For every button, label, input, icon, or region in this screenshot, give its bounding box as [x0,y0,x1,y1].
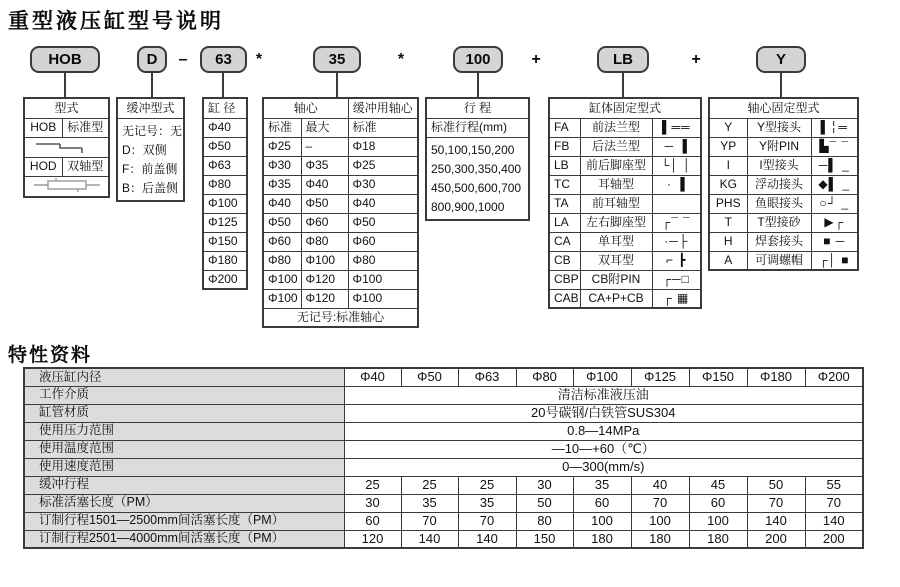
mount-name: 后法兰型 [580,137,652,156]
spec-cell: 120 [344,530,401,548]
shaft-table-footer: 无记号:标准轴心 [263,308,418,327]
shaft-cushion: Φ50 [348,213,418,232]
spec-cell: 140 [747,512,805,530]
bore-value: Φ100 [203,194,247,213]
model-box-rod: 35 [313,46,361,73]
rod-mount-name: 鱼眼接头 [747,194,811,213]
shaft-table-header: 轴心 [263,98,348,118]
spec-bore-header: Φ100 [573,368,631,386]
shaft-cushion: Φ30 [348,175,418,194]
shaft-std: Φ50 [263,213,301,232]
shaft-max: Φ120 [301,289,348,308]
spec-bore-header: Φ125 [631,368,689,386]
page-title: 重型液压缸型号说明 [8,10,224,33]
front-rear-foot-icon: └│ │ [652,156,701,175]
side-foot-icon: ┌¯ ¯ [652,213,701,232]
spec-cell: 70 [747,494,805,512]
rod-mount-table [708,97,859,271]
rod-mount-name: Y型接头 [747,118,811,137]
spec-bore-header: Φ63 [458,368,516,386]
spec-cell: 100 [631,512,689,530]
model-box-series: HOB [30,46,100,73]
spec-cell: 55 [805,476,863,494]
adjustable-nut-icon: ┌│ ■ [811,251,858,270]
spec-row-value: 0—300(mm/s) [344,458,863,476]
trunnion-icon: · ▐ [652,175,701,194]
stroke-subheader: 标准行程(mm) [426,118,529,137]
y-joint-pin-icon: ▙¯ ¯ [811,137,858,156]
specs-section-title: 特性资料 [8,345,93,366]
bore-value: Φ40 [203,118,247,137]
rod-mount-code: A [709,251,747,270]
type-name: 标准型 [62,118,109,137]
shaft-max: Φ40 [301,175,348,194]
spec-cell: 30 [516,476,573,494]
spec-cell: 140 [805,512,863,530]
mount-code: CB [549,251,580,270]
shaft-std: Φ25 [263,137,301,156]
shaft-cushion: Φ100 [348,270,418,289]
model-box-stroke: 100 [453,46,503,73]
type-code: HOD [24,157,62,176]
body-mount-header: 缸体固定型式 [549,98,701,118]
shaft-col-max: 最大 [301,118,348,137]
spec-cell: 140 [458,530,516,548]
single-clevis-icon: ·─├ [652,232,701,251]
spec-cell: 60 [344,512,401,530]
spec-bore-header: Φ40 [344,368,401,386]
rear-flange-icon: ─ ▐ [652,137,701,156]
spec-row-label: 标准活塞长度（PM） [24,494,344,512]
shaft-std: Φ30 [263,156,301,175]
model-box-cushion: D [137,46,167,73]
spec-cell: 150 [516,530,573,548]
spec-cell: 25 [344,476,401,494]
shaft-max: Φ50 [301,194,348,213]
mount-code: LA [549,213,580,232]
shaft-cushion: Φ60 [348,232,418,251]
bore-value: Φ80 [203,175,247,194]
model-separator-star-2: * [397,50,405,68]
spec-bore-header: Φ150 [689,368,747,386]
spec-bore-header: Φ180 [747,368,805,386]
cushion-shaft-header: 缓冲用轴心 [348,98,418,118]
mount-name: 前后脚座型 [580,156,652,175]
shaft-std: Φ100 [263,270,301,289]
shaft-std: Φ100 [263,289,301,308]
spec-row-value: 清洁标准液压油 [344,386,863,404]
shaft-cushion: Φ18 [348,137,418,156]
bore-value: Φ180 [203,251,247,270]
front-trunnion-icon [652,194,701,213]
rod-mount-header: 轴心固定型式 [709,98,858,118]
shaft-cushion: Φ25 [348,156,418,175]
shaft-max: Φ100 [301,251,348,270]
bore-table [202,97,248,290]
rod-mount-name: 可调螺帽 [747,251,811,270]
shaft-max: Φ35 [301,156,348,175]
floating-joint-icon: ◆▌ _ [811,175,858,194]
model-box-mount: LB [597,46,649,73]
model-box-rod-end: Y [756,46,806,73]
spec-cell: 70 [631,494,689,512]
bore-value: Φ63 [203,156,247,175]
mount-code: CA [549,232,580,251]
body-mount-table [548,97,702,309]
single-rod-cylinder-icon [30,138,104,154]
front-flange-icon: ▌══ [652,118,701,137]
shaft-max: Φ120 [301,270,348,289]
mount-code: TA [549,194,580,213]
spec-cell: 25 [401,476,458,494]
mount-code: TC [549,175,580,194]
type-table-header: 型式 [24,98,109,118]
mount-code: CAB [549,289,580,308]
shaft-max: Φ80 [301,232,348,251]
y-joint-icon: ▌╎═ [811,118,858,137]
spec-bore-header: Φ200 [805,368,863,386]
model-separator-dash: – [178,50,188,68]
type-table [23,97,110,198]
bore-value: Φ125 [203,213,247,232]
spec-cell: 35 [401,494,458,512]
mount-name: 双耳型 [580,251,652,270]
rod-mount-name: Y附PIN [747,137,811,156]
shaft-col-cushion-standard: 标准 [348,118,418,137]
double-clevis-icon: ⌐ ┣ [652,251,701,270]
bore-value: Φ200 [203,270,247,289]
spec-row-label: 缓冲行程 [24,476,344,494]
cushion-table-header: 缓冲型式 [117,98,184,118]
shaft-cushion: Φ40 [348,194,418,213]
rod-mount-code: YP [709,137,747,156]
spec-row-value: —10—+60（℃） [344,440,863,458]
spec-cell: 100 [689,512,747,530]
spec-row-label: 工作介质 [24,386,344,404]
mount-code: FA [549,118,580,137]
clevis-combo-icon: ┌ ▦ [652,289,701,308]
stroke-values-line: 800,900,1000 [431,199,505,214]
bore-value: Φ50 [203,137,247,156]
shaft-std: Φ40 [263,194,301,213]
connector-line-series [64,73,66,97]
spec-row-value: 20号碳钢/白铁管SUS304 [344,404,863,422]
clevis-with-pin-icon: ┌─□ [652,270,701,289]
rod-mount-name: I型接头 [747,156,811,175]
mount-name: CA+P+CB [580,289,652,308]
double-rod-cylinder-icon [30,177,104,193]
connector-line-cushion [151,73,153,97]
spec-cell: 180 [689,530,747,548]
spec-cell: 70 [458,512,516,530]
mount-code: CBP [549,270,580,289]
spec-cell: 35 [573,476,631,494]
spec-cell: 70 [401,512,458,530]
shaft-cushion: Φ80 [348,251,418,270]
spec-cell: 40 [631,476,689,494]
spec-cell: 25 [458,476,516,494]
stroke-table-header: 行 程 [426,98,529,118]
rod-mount-code: T [709,213,747,232]
rod-mount-code: Y [709,118,747,137]
stroke-values-line: 450,500,600,700 [431,180,522,195]
shaft-std: Φ60 [263,232,301,251]
shaft-col-standard: 标准 [263,118,301,137]
connector-line-stroke [477,73,479,97]
rod-mount-name: 焊套接头 [747,232,811,251]
spec-cell: 50 [747,476,805,494]
mount-name: 单耳型 [580,232,652,251]
shaft-cushion: Φ100 [348,289,418,308]
spec-cell: 30 [344,494,401,512]
spec-cell: 70 [805,494,863,512]
bore-value: Φ150 [203,232,247,251]
spec-row-label: 缸管材质 [24,404,344,422]
spec-row-label: 订制行程1501—2500mm间活塞长度（PM） [24,512,344,530]
spec-cell: 100 [573,512,631,530]
spec-cell: 50 [516,494,573,512]
connector-line-rod-end [780,73,782,97]
cushion-option: F：前盖侧 [122,161,178,176]
type-code: HOB [24,118,62,137]
shaft-std: Φ35 [263,175,301,194]
cushion-option: D：双侧 [122,142,167,157]
connector-line-rod [336,73,338,97]
spec-row-label: 使用速度范围 [24,458,344,476]
t-joint-icon: ▶┌ [811,213,858,232]
spec-cell: 180 [573,530,631,548]
model-separator-plus-1: + [531,50,541,68]
rod-mount-code: KG [709,175,747,194]
spec-bore-header: Φ80 [516,368,573,386]
type-name: 双轴型 [62,157,109,176]
rod-mount-code: H [709,232,747,251]
spec-cell: 140 [401,530,458,548]
spec-row-label: 使用压力范围 [24,422,344,440]
stroke-values-line: 50,100,150,200 [431,142,515,157]
spec-row-label: 订制行程2501—4000mm间活塞长度（PM） [24,530,344,548]
rod-mount-name: 浮动接头 [747,175,811,194]
mount-name: 耳轴型 [580,175,652,194]
stroke-values-line: 250,300,350,400 [431,161,522,176]
mount-code: FB [549,137,580,156]
spec-cell: 60 [689,494,747,512]
model-separator-star-1: * [255,50,263,68]
mount-name: 前耳轴型 [580,194,652,213]
fisheye-joint-icon: ○┘ _ [811,194,858,213]
spec-cell: 45 [689,476,747,494]
spec-cell: 200 [747,530,805,548]
mount-code: LB [549,156,580,175]
spec-cell: 60 [573,494,631,512]
model-separator-plus-2: + [691,50,701,68]
connector-line-bore [222,73,224,97]
connector-line-mount [622,73,624,97]
shaft-max: Φ60 [301,213,348,232]
cushion-type-table [116,97,185,202]
spec-table [23,367,864,549]
cushion-option: B：后盖侧 [122,180,179,195]
shaft-std: Φ80 [263,251,301,270]
rod-mount-code: PHS [709,194,747,213]
mount-name: CB附PIN [580,270,652,289]
spec-cell: 80 [516,512,573,530]
rod-mount-name: T型接砂 [747,213,811,232]
welded-sleeve-icon: ■ ─ [811,232,858,251]
spec-row-label: 液压缸内径 [24,368,344,386]
mount-name: 前法兰型 [580,118,652,137]
spec-row-value: 0.8—14MPa [344,422,863,440]
shaft-table [262,97,419,328]
shaft-max: – [301,137,348,156]
spec-row-label: 使用温度范围 [24,440,344,458]
spec-cell: 35 [458,494,516,512]
spec-bore-header: Φ50 [401,368,458,386]
i-joint-icon: ─▌ _ [811,156,858,175]
stroke-table [425,97,530,221]
spec-cell: 200 [805,530,863,548]
model-box-bore: 63 [200,46,247,73]
rod-mount-code: I [709,156,747,175]
cushion-option: 无记号：无 [122,123,183,138]
bore-table-header: 缸 径 [203,98,247,118]
spec-cell: 180 [631,530,689,548]
mount-name: 左右脚座型 [580,213,652,232]
